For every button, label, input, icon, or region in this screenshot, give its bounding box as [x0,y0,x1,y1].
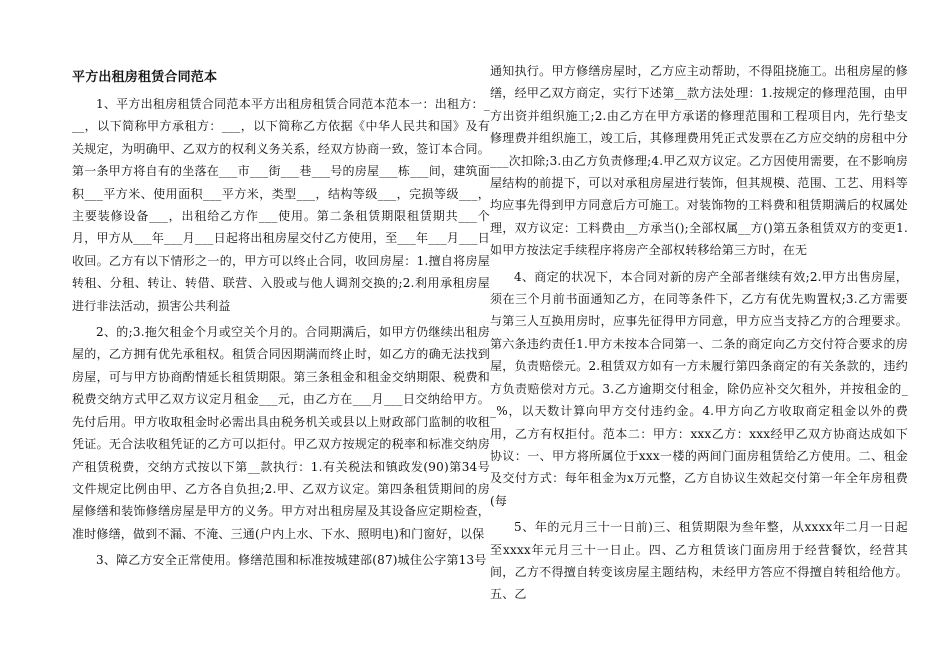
paragraph-3: 3、障乙方安全正常使用。修缮范围和标准按城建部(87)城住公字第13号 [96,553,487,568]
left-column [72,60,490,576]
document-title: 平方出租房租赁合同范本 [72,70,218,85]
paragraph-1: 1、平方出租房租赁合同范本平方出租房租赁合同范本范本一：出租方：___，以下简称甲方承租方：___，以下简称乙方依据《中华人民共和国》及有关规定，为明确甲、乙双方的权利义务关系，经双方协商一致，签订本合同。第一条甲方将自有的坐落在___市___街___巷___号的房屋___栋___间，建筑面积___平方米、使用面积___平方米，类型___，结构等级___，完损等级___，主要装修设备___，出租给乙方作___使用。第二条租赁期限租赁期共___个月，甲方从___年___月___日起将出租房屋交付乙方使用，至___年___月___日收回。乙方有以下情形之一的，甲方可以终止合同，收回房屋：1.擅自将房屋转租、分租、转让、转借、联营、入股或与他人调剂交换的;2.利用承租房屋进行非法活动，损害公共利益 [72,97,490,313]
paragraph-5: 5、年的元月三十一日前)三、租赁期限为叁年整，从xxxx年二月一日起至xxxx年元月三十一日止。四、乙方租赁该门面房用于经营餐饮，经营其间，乙方不得擅自转变该房屋主题结构，未经甲方答应不得擅自转租给他方。五、乙 [490,520,908,602]
paragraph-2: 2、的;3.拖欠租金个月或空关个月的。合同期满后，如甲方仍继续出租房屋的，乙方拥有优先承租权。租赁合同因期满而终止时，如乙方的确无法找到房屋，可与甲方协商酌情延长租赁期限。第三条租金和租金交纳期限、税费和税费交纳方式甲乙双方议定月租金___元，由乙方在___月___日交纳给甲方。先付后用。甲方收取租金时必需出具由税务机关或县以上财政部门监制的收租凭证。无合法收租凭证的乙方可以拒付。甲乙双方按规定的税率和标准交纳房产租赁税费，交纳方式按以下第__款执行：1.有关税法和镇政发(90)第34号文件规定比例由甲、乙方各自负担;2.甲、乙双方议定。第四条租赁期间的房屋修缮和装饰修缮房屋是甲方的义务。甲方对出租房屋及其设备应定期检查，准时修缮，做到不漏、不淹、三通(户内上水、下水、照明电)和门窗好，以保 [72,325,490,541]
right-column [490,60,908,610]
paragraph-4: 4、商定的状况下，本合同对新的房产全部者继续有效;2.甲方出售房屋，须在三个月前书面通知乙方，在同等条件下，乙方有优先购置权;3.乙方需要与第三人互换用房时，应事先征得甲方同意，甲方应当支持乙方的合理要求。第六条违约责任1.甲方未按本合同第一、二条的商定向乙方交付符合要求的房屋，负责赔偿元。2.租赁双方如有一方未履行第四条商定的有关条款的，违约方负责赔偿对方元。3.乙方逾期交付租金，除仍应补交欠租外，并按租金的__%，以天数计算向甲方交付违约金。4.甲方向乙方收取商定租金以外的费用，乙方有权拒付。范本二：甲方：xxx乙方：xxx经甲乙双方协商达成如下协议：一、甲方将所属位于xxx一楼的两间门面房租赁给乙方使用。二、租金及交付方式：每年租金为x万元整，乙方自协议生效起交付第一年全年房租费(每 [490,269,908,508]
paragraph-3-continued: 通知执行。甲方修缮房屋时，乙方应主动帮助，不得阻挠施工。出租房屋的修缮，经甲乙双方商定，实行下述第__款方法处理：1.按规定的修理范围，由甲方出资并组织施工;2.由乙方在甲方承诺的修理范围和工程项目内，先行垫支修理费并组织施工，竣工后，其修理费用凭正式发票在乙方应交纳的房租中分___次扣除;3.由乙方负责修理;4.甲乙双方议定。乙方因使用需要，在不影响房屋结构的前提下，可以对承租房屋进行装饰，但其规模、范围、工艺、用料等均应事先得到甲方同意后方可施工。对装饰物的工料费和租赁期满后的权属处理，双方议定：工料费由__方承当();全部权属__方()第五条租赁双方的变更1.如甲方按法定手续程序将房产全部权转移给第三方时，在无 [490,64,908,258]
